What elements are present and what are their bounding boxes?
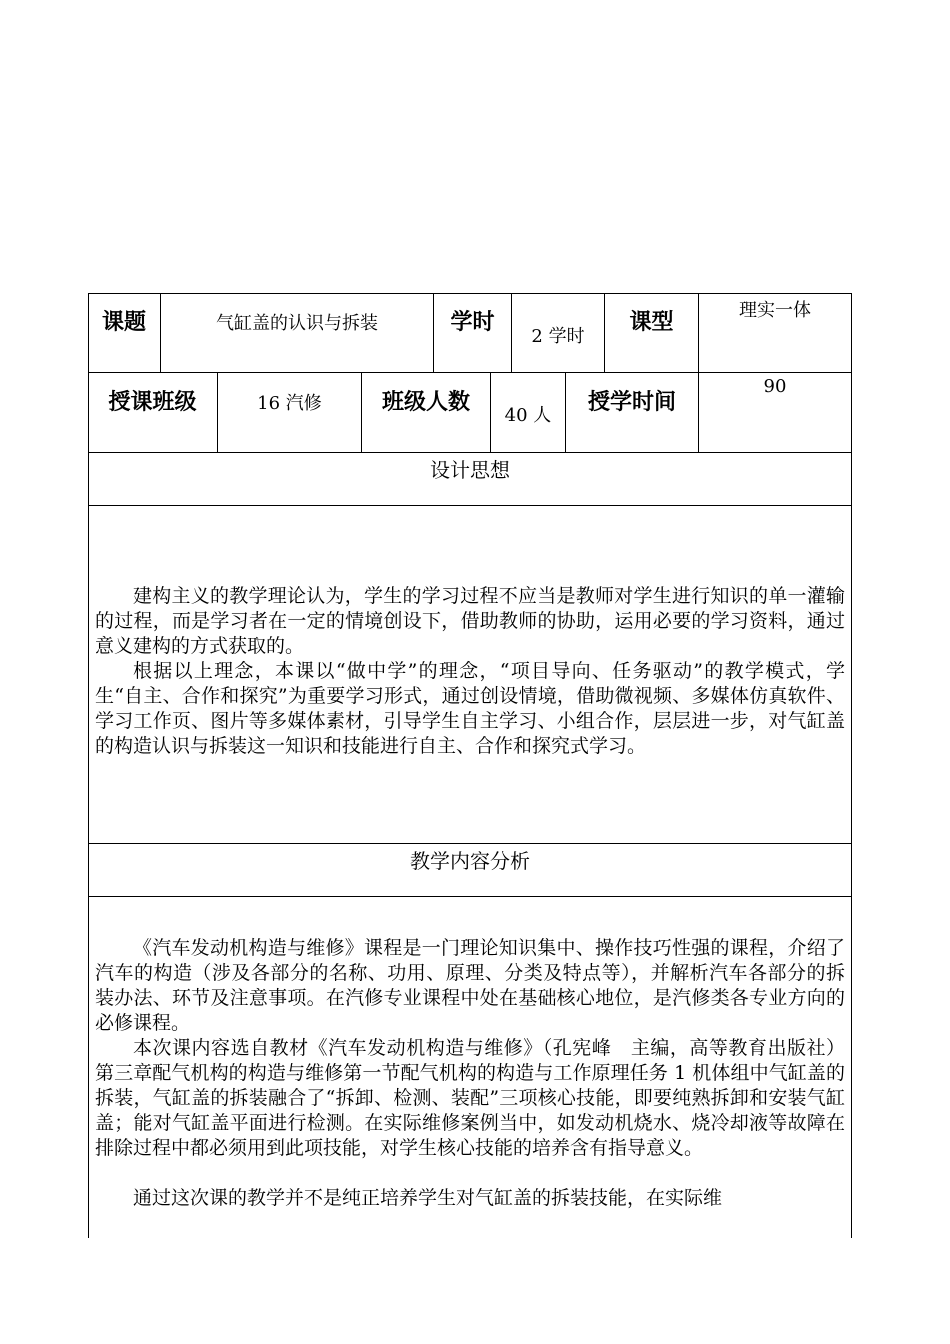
table-border bbox=[88, 293, 89, 1238]
topic-value: 气缸盖的认识与拆装 bbox=[216, 313, 378, 334]
design-body bbox=[95, 584, 845, 759]
type-label: 课型 bbox=[629, 310, 674, 335]
design-paragraph: 建构主义的教学理论认为，学生的学习过程不应当是教师对学生进行知识的单一灌输的过程，而是学习者在一定的情境创设下，借助教师的协助，运用必要的学习资料，通过意义建构的方式获取的。 bbox=[95, 585, 845, 657]
type-value: 理实一体 bbox=[739, 300, 811, 321]
table-border bbox=[88, 896, 852, 897]
teaching-time-value: 90 bbox=[763, 376, 787, 397]
analysis-body bbox=[95, 936, 845, 1211]
class-size-label: 班级人数 bbox=[381, 390, 470, 415]
table-border bbox=[88, 293, 852, 294]
table-border bbox=[851, 293, 852, 1238]
table-border bbox=[88, 505, 852, 506]
hours-value: 2 学时 bbox=[531, 326, 585, 347]
analysis-title: 教学内容分析 bbox=[410, 849, 530, 873]
table-border bbox=[88, 372, 852, 373]
class-label: 授课班级 bbox=[108, 390, 197, 415]
analysis-paragraph: 通过这次课的教学并不是纯正培养学生对气缸盖的拆装技能，在实际维 bbox=[133, 1187, 723, 1209]
topic-label: 课题 bbox=[101, 310, 146, 335]
table-border bbox=[88, 452, 852, 453]
table-border bbox=[88, 843, 852, 844]
design-title: 设计思想 bbox=[430, 458, 510, 482]
hours-label: 学时 bbox=[450, 310, 495, 335]
class-value: 16 汽修 bbox=[257, 393, 322, 414]
design-paragraph: 根据以上理念，本课以“做中学”的理念，“项目导向、任务驱动”的教学模式，学生“自主、合作和探究”为重要学习形式，通过创设情境，借助微视频、多媒体仿真软件、学习工作页、图片等多媒体素材，引导学生自主学习、小组合作，层层进一步，对气缸盖的构造认识与拆装这一知识和技能进行自主、合作和探究式学习。 bbox=[95, 660, 845, 757]
teaching-time-label: 授学时间 bbox=[587, 390, 676, 415]
class-size-value: 40 人 bbox=[504, 405, 552, 426]
lesson-plan-table bbox=[88, 293, 852, 1238]
analysis-paragraph: 本次课内容选自教材《汽车发动机构造与维修》（孔宪峰 主编，高等教育出版社）第三章配气机构的构造与维修第一节配气机构的构造与工作原理任务 1 机体组中气缸盖的拆装，气缸盖的拆装融合了“拆卸、检测、装配”三项核心技能，即要纯熟拆卸和安装气缸盖；能对气缸盖平面进行检测。在实际维修案例当中，如发动机烧水、烧冷却液等故障在排除过程中都必须用到此项技能，对学生核心技能的培养含有指导意义。 bbox=[95, 1037, 845, 1159]
analysis-paragraph: 《汽车发动机构造与维修》课程是一门理论知识集中、操作技巧性强的课程，介绍了汽车的构造（涉及各部分的名称、功用、原理、分类及特点等），并解析汽车各部分的拆装办法、环节及注意事项。在汽修专业课程中处在基础核心地位，是汽修类各专业方向的必修课程。 bbox=[95, 937, 845, 1034]
